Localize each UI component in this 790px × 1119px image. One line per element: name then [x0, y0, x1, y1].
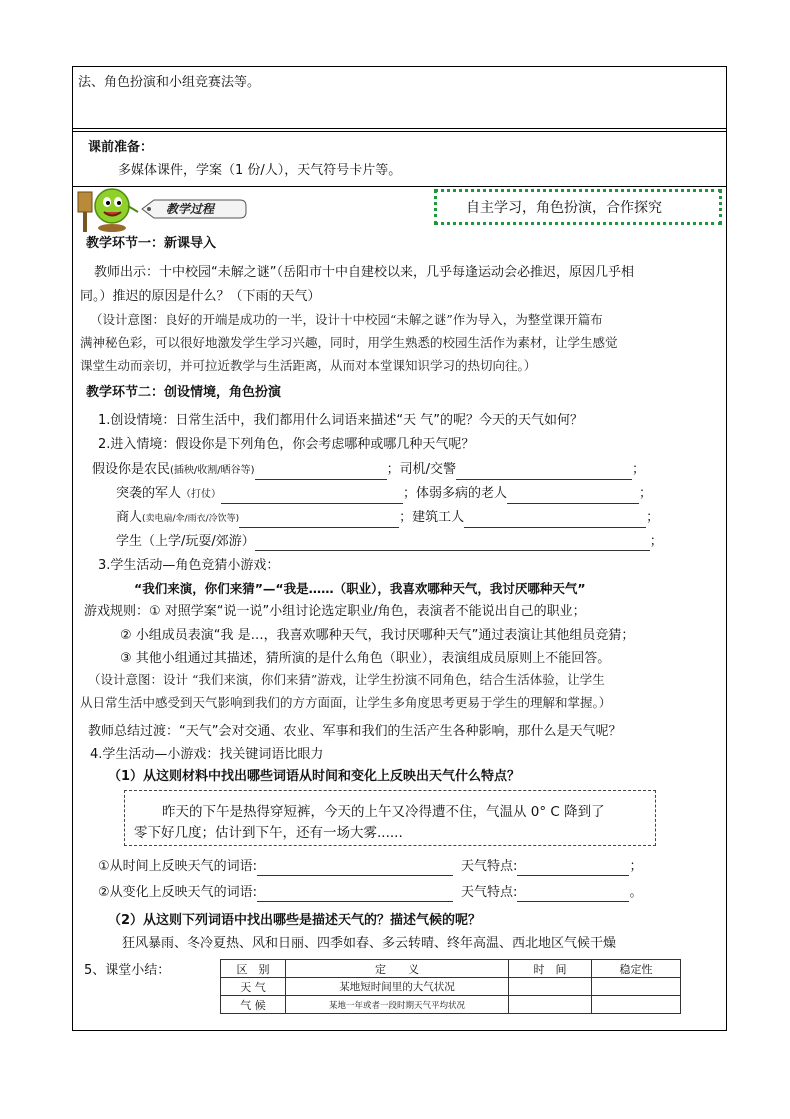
- summary-cell: 气 候: [221, 996, 286, 1014]
- summary-cell[interactable]: [592, 978, 681, 996]
- summary-row: [221, 978, 681, 996]
- role-2-right-blank[interactable]: [507, 489, 639, 504]
- method-box-text: 自主学习，角色扮演，合作探究: [466, 200, 662, 216]
- section1-design3: 课堂生动而亲切，并可拉近教学与生活距离，从而对本堂课知识学习的热切向往。）: [80, 358, 537, 373]
- fill2-label: ②从变化上反映天气的词语:: [98, 885, 258, 900]
- section1-design2: 满神秘色彩，可以很好地激发学生学习兴趣，同时，用学生熟悉的校园生活作为素材，让学生感觉: [80, 335, 618, 350]
- role-2-label: 突袭的军人: [116, 486, 182, 501]
- fill2-words-blank[interactable]: [257, 887, 453, 902]
- top-row-text: 法、角色扮演和小组竞赛法等。: [78, 75, 261, 90]
- frame-right-line: [726, 66, 727, 1031]
- transition-text: 教师总结过渡：“天气”会对交通、农业、军事和我们的生活产生各种影响，那什么是天气呢？: [88, 724, 622, 739]
- summary-cell[interactable]: [509, 996, 592, 1014]
- role-4-blank[interactable]: [255, 536, 650, 551]
- role-row-4: [116, 533, 663, 551]
- summary-label: 5、课堂小结：: [84, 963, 171, 978]
- role-3-right-blank[interactable]: [464, 513, 646, 528]
- section1-line2: 同。）推迟的原因是什么？（下雨的天气）: [80, 289, 321, 304]
- fill2-feature-blank[interactable]: [517, 887, 629, 902]
- role-3-right: ；建筑工人: [399, 510, 465, 525]
- summary-header-cell: 稳定性: [592, 960, 681, 978]
- role-row-3: [116, 509, 659, 528]
- rules-3: ③ 其他小组通过其描述，猜所演的是什么角色（职业），表演组成员原则上不能回答。: [120, 651, 611, 666]
- summary-cell[interactable]: [592, 996, 681, 1014]
- rules-2: ② 小组成员表演“我 是…，我喜欢哪种天气，我讨厌哪种天气”通过表演让其他组员竞猜；: [120, 628, 635, 643]
- question-1: （1）从这则材料中找出哪些词语从时间和变化上反映出天气什么特点？: [108, 769, 521, 784]
- summary-cell: 某地短时间里的大气状况: [286, 978, 509, 996]
- material-line1: 昨天的下午是热得穿短裤，今天的上午又冷得遭不住，气温从 0° C 降到了: [162, 804, 605, 820]
- fill-row-1: [98, 858, 642, 876]
- summary-table: [220, 959, 681, 1014]
- section2-item3: 3.学生活动—角色竞猜小游戏：: [98, 558, 280, 573]
- fill1-end: ；: [629, 859, 643, 874]
- fill1-feature: 天气特点:: [461, 859, 518, 874]
- section1-line1: 教师出示：十中校园“未解之谜”（岳阳市十中自建校以来，几乎每逢运动会必推迟，原因几乎相: [94, 265, 634, 280]
- frame-line-4: [72, 186, 727, 187]
- section2-title: 教学环节二：创设情境，角色扮演: [86, 385, 282, 400]
- role-2-blank[interactable]: [221, 489, 403, 504]
- summary-header-cell: 定 义: [286, 960, 509, 978]
- section2-design1: （设计意图：设计 “我们来演，你们来猜”游戏，让学生扮演不同角色，结合生活体验，让学生: [88, 672, 605, 687]
- fill2-end: 。: [629, 885, 643, 900]
- summary-header-row: [221, 960, 681, 978]
- role-1-right-blank[interactable]: [456, 465, 632, 480]
- fill1-feature-blank[interactable]: [517, 861, 629, 876]
- prep-content: 多媒体课件，学案（1 份/人），天气符号卡片等。: [118, 163, 402, 178]
- summary-cell: 某地一年或者一段时期天气平均状况: [286, 996, 509, 1014]
- banner-label: 教学过程: [166, 202, 215, 216]
- section2-item1: 1.创设情境：日常生活中，我们都用什么词语来描述“天 气”的呢？今天的天气如何？: [98, 413, 584, 428]
- role-1-note: (插秧/收割/晒谷等): [170, 465, 255, 476]
- section2-item4: 4.学生活动—小游戏：找关键词语比眼力: [90, 747, 324, 762]
- role-4-label: 学生（上学/玩耍/郊游）: [116, 534, 255, 549]
- game-title: “我们来演，你们来猜”—“我是……（职业），我喜欢哪种天气，我讨厌哪种天气”: [134, 581, 586, 596]
- summary-cell[interactable]: [509, 978, 592, 996]
- role-2-note: （打仗）: [181, 489, 222, 500]
- role-2-end: ；: [639, 486, 653, 501]
- prep-heading: 课前准备：: [88, 140, 154, 155]
- word-list: 狂风暴雨、冬冷夏热、风和日丽、四季如春、多云转晴、终年高温、西北地区气候干燥: [122, 936, 617, 951]
- rules-1: 游戏规则：① 对照学案“说一说”小组讨论选定职业/角色，表演者不能说出自己的职业；: [84, 604, 586, 619]
- section2-item2: 2.进入情境：假设你是下列角色，你会考虑哪种或哪几种天气呢？: [98, 437, 475, 452]
- role-1-end: ；: [631, 462, 645, 477]
- summary-header-cell: 时 间: [509, 960, 592, 978]
- fill1-words-blank[interactable]: [257, 861, 453, 876]
- role-1-blank[interactable]: [255, 465, 387, 480]
- fill1-label: ①从时间上反映天气的词语:: [98, 859, 258, 874]
- frame-bottom-line: [72, 1030, 727, 1031]
- summary-header-cell: 区 别: [221, 960, 286, 978]
- role-row-1: [92, 461, 645, 480]
- frame-left-line: [72, 66, 73, 1031]
- role-3-label: 商人: [116, 510, 143, 525]
- role-2-right: ；体弱多病的老人: [403, 486, 508, 501]
- frame-top-line: [72, 66, 727, 67]
- role-1-right: ；司机/交警: [386, 462, 456, 477]
- summary-row: [221, 996, 681, 1014]
- frame-line-2: [72, 128, 727, 129]
- material-line2: 零下好几度；估计到下午，还有一场大雾......: [134, 825, 403, 841]
- fill-row-2: [98, 884, 642, 902]
- role-row-2: [116, 485, 652, 504]
- role-3-end: ；: [646, 510, 660, 525]
- fill2-feature: 天气特点:: [461, 885, 518, 900]
- summary-cell: 天 气: [221, 978, 286, 996]
- frame-line-3: [72, 131, 727, 132]
- mascot-icon: [76, 186, 146, 234]
- section1-design1: （设计意图：良好的开端是成功的一半，设计十中校园“未解之谜”作为导入，为整堂课开篇布: [90, 312, 603, 327]
- role-3-blank[interactable]: [239, 513, 399, 528]
- role-1-label: 假设你是农民: [92, 462, 171, 477]
- section2-design2: 从日常生活中感受到天气影响到我们的方方面面，让学生多角度思考更易于学生的理解和掌握。）: [80, 695, 612, 710]
- role-4-end: ；: [649, 534, 663, 549]
- role-3-note: (卖电扇/伞/雨衣/冷饮等): [142, 514, 240, 524]
- section1-title: 教学环节一：新课导入: [86, 236, 217, 251]
- question-2: （2）从这则下列词语中找出哪些是描述天气的？描述气候的呢？: [108, 913, 482, 928]
